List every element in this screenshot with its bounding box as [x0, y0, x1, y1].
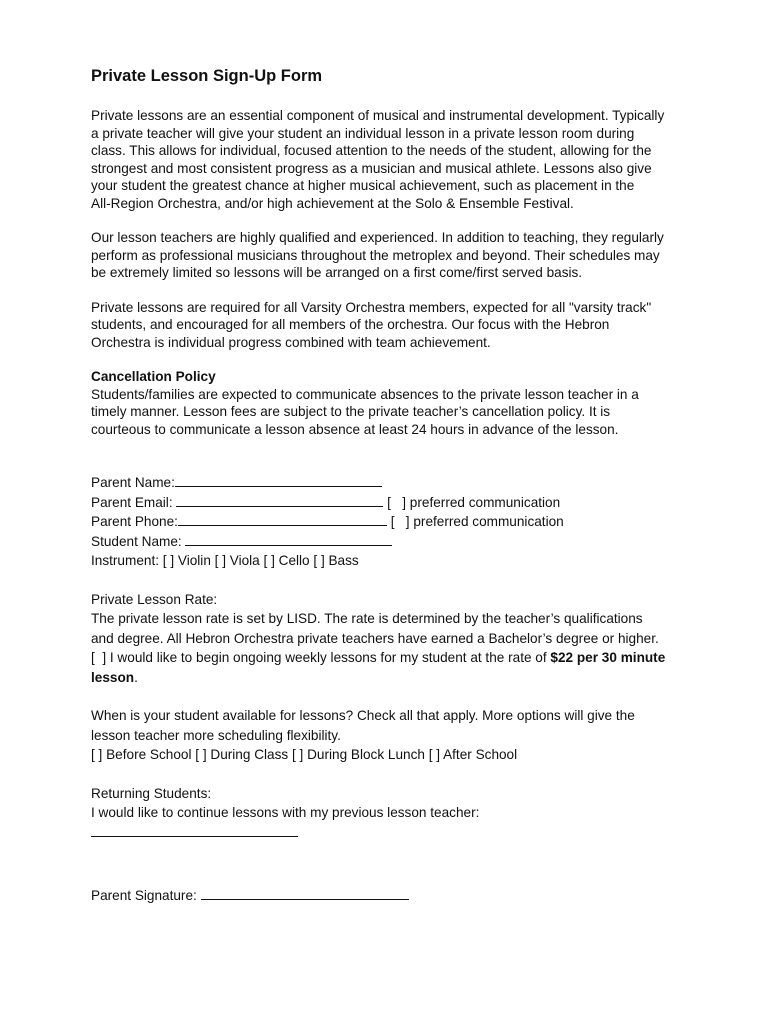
intro-line: your student the greatest chance at higher musical achievement, such as placement in the: [91, 178, 635, 193]
cancellation-line: Students/families are expected to communicate absences to the private lesson teacher in a: [91, 386, 639, 402]
parent-email-row: [91, 493, 691, 513]
availability-section: [91, 706, 691, 765]
lesson-rate-section: [91, 590, 691, 688]
parent-phone-label: Parent Phone:: [91, 514, 178, 529]
parent-phone-field[interactable]: [178, 512, 387, 526]
parent-name-field[interactable]: [175, 473, 382, 487]
previous-teacher-field[interactable]: [91, 823, 298, 837]
availability-question: lesson teacher more scheduling flexibility.: [91, 727, 341, 743]
returning-text: I would like to continue lessons with my previous lesson teacher:: [91, 805, 480, 820]
teachers-line: Our lesson teachers are highly qualified and experienced. In addition to teaching, they regularly: [91, 230, 664, 245]
cancellation-line: courteous to communicate a lesson absence at least 24 hours in advance of the lesson.: [91, 421, 619, 437]
availability-question: When is your student available for lessons? Check all that apply. More options will give the: [91, 708, 635, 723]
requirement-line: Orchestra is individual progress combined with team achievement.: [91, 334, 491, 350]
teachers-line: be extremely limited so lessons will be arranged on a first come/first served basis.: [91, 265, 583, 280]
student-name-field[interactable]: [185, 532, 392, 546]
weekly-lessons-text: [ ] I would like to begin ongoing weekly lessons for my student at the rate of: [91, 650, 551, 665]
intro-line: All-Region Orchestra, and/or high achievement at the Solo & Ensemble Festival.: [91, 195, 574, 211]
parent-email-label: Parent Email:: [91, 494, 177, 510]
availability-options[interactable]: [ ] Before School [ ] During Class [ ] During Block Lunch [ ] After School: [91, 747, 518, 762]
requirement-line: Private lessons are required for all Varsity Orchestra members, expected for all "varsity track": [91, 299, 652, 315]
returning-students-section: [91, 784, 691, 843]
student-name-row: [91, 532, 691, 552]
rate-line: The private lesson rate is set by LISD. The rate is determined by the teacher’s qualifications: [91, 611, 643, 626]
rate-price-unit: lesson: [91, 669, 135, 685]
intro-line: strongest and most consistent progress as a musician and musical athlete. Lessons also give: [91, 160, 652, 176]
weekly-lessons-checkbox-row[interactable]: [91, 648, 691, 668]
page-title: Private Lesson Sign-Up Form: [91, 67, 323, 85]
form-page: [91, 66, 691, 903]
cancellation-policy: [91, 368, 691, 438]
intro-line: Private lessons are an essential component of musical and instrumental development. Typically: [91, 108, 665, 123]
phone-preferred-checkbox[interactable]: [ ] preferred communication: [386, 514, 564, 529]
rate-period: .: [134, 669, 138, 685]
contact-fields: [91, 473, 691, 571]
requirement-paragraph: [91, 299, 691, 352]
rate-price: $22 per 30 minute: [550, 650, 666, 665]
intro-line: a private teacher will give your student an individual lesson in a private lesson room during: [91, 125, 635, 141]
teachers-paragraph: [91, 229, 691, 282]
instrument-options[interactable]: Instrument: [ ] Violin [ ] Viola [ ] Cello [ ] Bass: [91, 553, 359, 568]
cancellation-heading: Cancellation Policy: [91, 369, 216, 384]
previous-teacher-row: [91, 823, 691, 843]
email-preferred-checkbox[interactable]: [ ] preferred communication: [383, 494, 561, 510]
rate-line-end: [91, 668, 691, 688]
rate-line: and degree. All Hebron Orchestra private teachers have earned a Bachelor’s degree or higher.: [91, 630, 659, 646]
signature-row: [91, 886, 409, 905]
parent-name-label: Parent Name:: [91, 475, 175, 490]
parent-phone-row: [91, 512, 691, 532]
parent-email-field[interactable]: [176, 493, 383, 507]
student-name-label: Student Name:: [91, 533, 186, 549]
rate-heading: Private Lesson Rate:: [91, 591, 218, 607]
signature-label: Parent Signature:: [91, 888, 201, 903]
teachers-line: perform as professional musicians throughout the metroplex and beyond. Their schedules may: [91, 247, 660, 263]
intro-line: class. This allows for individual, focused attention to the needs of the student, allowing for the: [91, 143, 652, 158]
signature-field[interactable]: [201, 886, 409, 900]
returning-heading: Returning Students:: [91, 785, 212, 801]
cancellation-line: timely manner. Lesson fees are subject to the private teacher’s cancellation policy. It is: [91, 404, 611, 419]
intro-paragraph: [91, 107, 691, 212]
requirement-line: students, and encouraged for all members of the orchestra. Our focus with the Hebron: [91, 317, 610, 332]
parent-name-row: [91, 473, 691, 493]
